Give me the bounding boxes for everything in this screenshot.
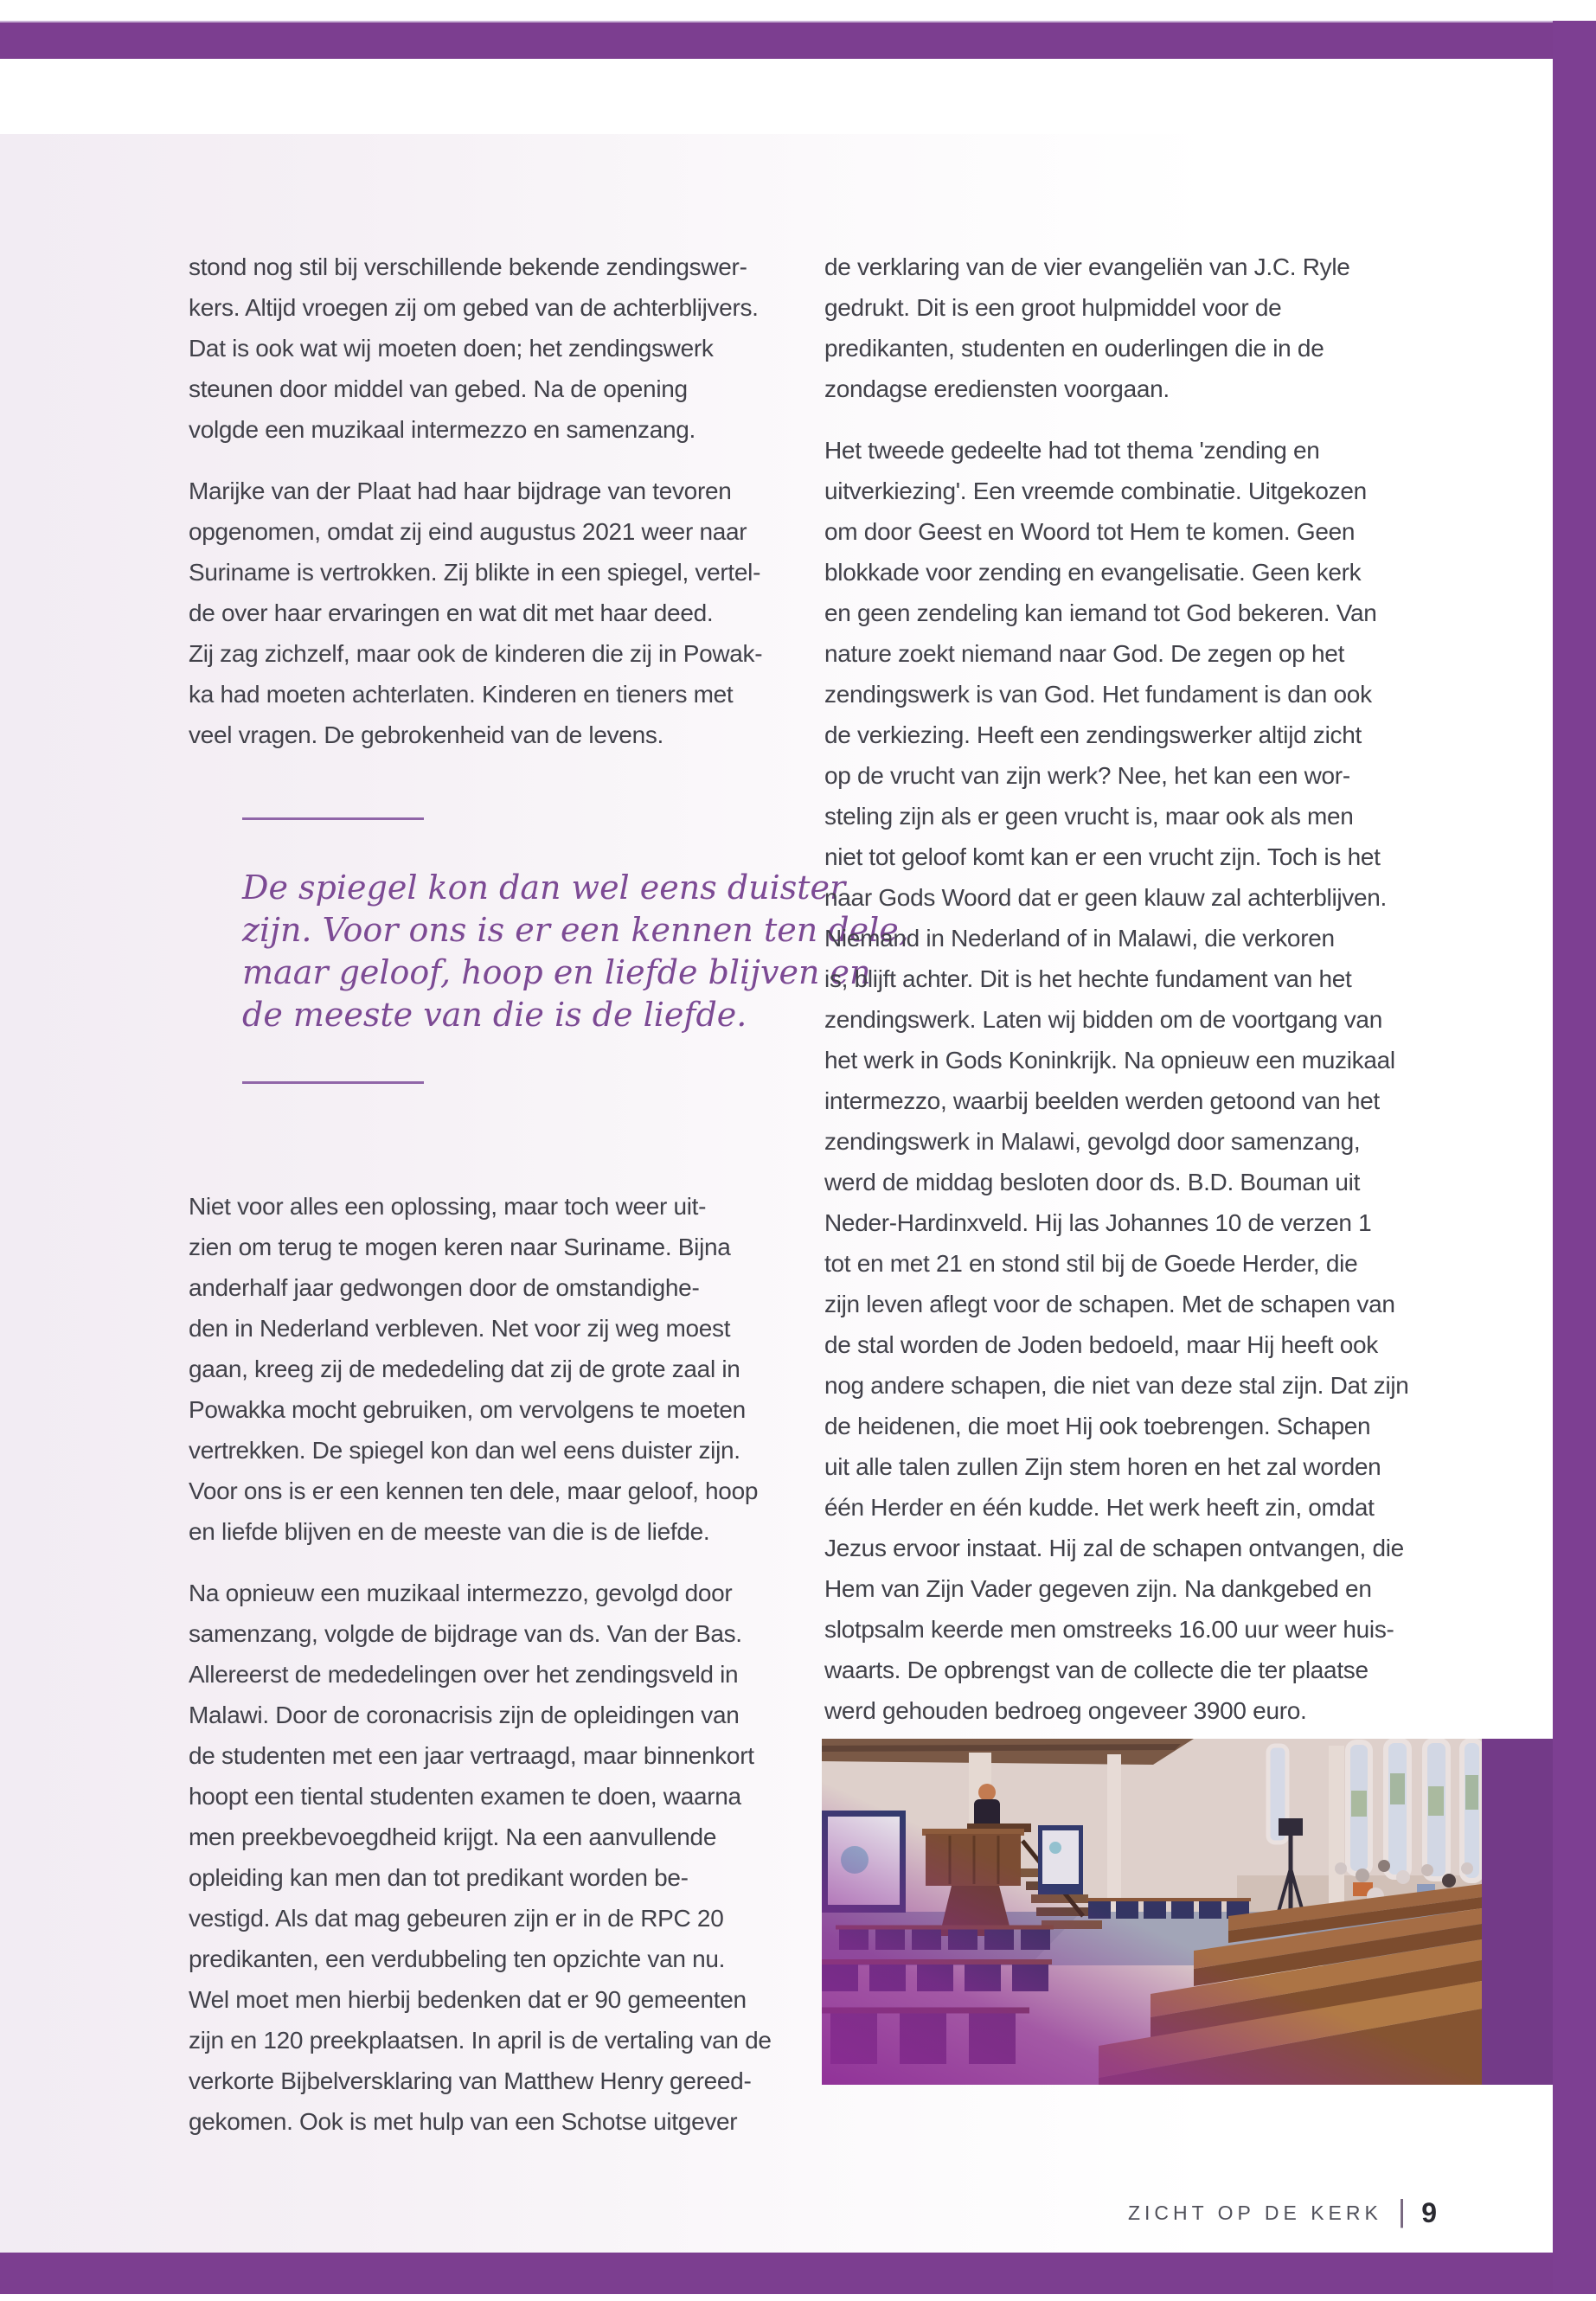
text-line: Allereerst de mededelingen over het zendingsveld in xyxy=(189,1661,739,1688)
paragraph xyxy=(189,471,785,755)
text-line: de verkiezing. Heeft een zendingswerker altijd zicht xyxy=(824,721,1362,748)
text-line: uitverkiezing'. Een vreemde combinatie. Uitgekozen xyxy=(824,478,1367,504)
text-line: de heidenen, die moet Hij ook toebrengen. Schapen xyxy=(824,1413,1371,1439)
text-line: de stal worden de Joden bedoeld, maar Hij heeft ook xyxy=(824,1331,1379,1358)
pull-quote-text xyxy=(242,867,909,1036)
text-line: op de vrucht van zijn werk? Nee, het kan een wor- xyxy=(824,762,1350,789)
text-line: Dat is ook wat wij moeten doen; het zendingswerk xyxy=(189,335,714,362)
paragraph xyxy=(824,247,1421,409)
text-line: anderhalf jaar gedwongen door de omstandighe- xyxy=(189,1274,700,1301)
text-line: de over haar ervaringen en wat dit met haar deed. xyxy=(189,599,714,626)
text-line: werd gehouden bedroeg ongeveer 3900 euro. xyxy=(824,1697,1307,1724)
text-line: men preekbevoegdheid krijgt. Na een aanvullende xyxy=(189,1823,717,1850)
church-interior-illustration xyxy=(822,1739,1482,2085)
text-line: stond nog stil bij verschillende bekende zendingswer- xyxy=(189,253,747,280)
text-line: Wel moet men hierbij bedenken dat er 90 gemeenten xyxy=(189,1986,747,2013)
text-line: zijn en 120 preekplaatsen. In april is de vertaling van de xyxy=(189,2027,772,2054)
text-line: Marijke van der Plaat had haar bijdrage van tevoren xyxy=(189,478,732,504)
quote-line: maar geloof, hoop en liefde blijven en xyxy=(242,953,871,991)
text-line: Powakka mocht gebruiken, om vervolgens te moeten xyxy=(189,1396,746,1423)
photo-side-accent-block xyxy=(1482,1739,1553,2085)
text-line: steunen door middel van gebed. Na de opening xyxy=(189,375,688,402)
text-line: predikanten, een verdubbeling ten opzichte van nu. xyxy=(189,1945,726,1972)
text-line: om door Geest en Woord tot Hem te komen. Geen xyxy=(824,518,1356,545)
text-line: Neder-Hardinxveld. Hij las Johannes 10 de verzen 1 xyxy=(824,1209,1372,1236)
text-line: niet tot geloof komt kan er een vrucht zijn. Toch is het xyxy=(824,843,1381,870)
text-line: Het tweede gedeelte had tot thema 'zending en xyxy=(824,437,1320,464)
top-accent-bar xyxy=(0,21,1596,59)
text-line: vestigd. Als dat mag gebeuren zijn er in de RPC 20 xyxy=(189,1905,724,1932)
text-line: Voor ons is er een kennen ten dele, maar geloof, hoop xyxy=(189,1477,759,1504)
text-line: zendingswerk is van God. Het fundament is dan ook xyxy=(824,681,1372,708)
quote-line: De spiegel kon dan wel eens duister xyxy=(242,868,846,907)
text-line: opgenomen, omdat zij eind augustus 2021 weer naar xyxy=(189,518,747,545)
right-accent-strip xyxy=(1553,21,1596,2294)
text-line: blokkade voor zending en evangelisatie. Geen kerk xyxy=(824,559,1362,586)
quote-rule-bottom xyxy=(242,1081,424,1084)
text-line: zendingswerk. Laten wij bidden om de voortgang van xyxy=(824,1006,1382,1033)
text-line: Niet voor alles een oplossing, maar toch weer uit- xyxy=(189,1193,707,1220)
right-text-column xyxy=(824,247,1421,1752)
text-line: volgde een muzikaal intermezzo en samenzang. xyxy=(189,416,696,443)
text-line: den in Nederland verbleven. Net voor zij weg moest xyxy=(189,1315,731,1342)
text-line: intermezzo, waarbij beelden werden getoond van het xyxy=(824,1087,1380,1114)
church-interior-photo xyxy=(822,1739,1482,2085)
bottom-accent-bar xyxy=(0,2253,1553,2294)
text-line: Na opnieuw een muzikaal intermezzo, gevolgd door xyxy=(189,1580,733,1606)
text-line: en liefde blijven en de meeste van die is de liefde. xyxy=(189,1518,710,1545)
text-line: naar Gods Woord dat er geen klauw zal achterblijven. xyxy=(824,884,1388,911)
quote-rule-top xyxy=(242,817,424,820)
text-line: Malawi. Door de coronacrisis zijn de opleidingen van xyxy=(189,1702,740,1728)
page-number: 9 xyxy=(1421,2196,1437,2228)
text-line: één Herder en één kudde. Het werk heeft zin, omdat xyxy=(824,1494,1375,1521)
left-text-column xyxy=(189,247,909,2163)
text-line: werd de middag besloten door ds. B.D. Bouman uit xyxy=(824,1169,1361,1195)
quote-line: de meeste van die is de liefde. xyxy=(242,996,747,1034)
text-line: de verklaring van de vier evangeliën van J.C. Ryle xyxy=(824,253,1350,280)
text-line: steling zijn als er geen vrucht is, maar ook als men xyxy=(824,803,1354,830)
text-line: de studenten met een jaar vertraagd, maar binnenkort xyxy=(189,1742,754,1769)
text-line: is, blijft achter. Dit is het hechte fundament van het xyxy=(824,965,1352,992)
text-line: slotpsalm keerde men omstreeks 16.00 uur weer huis- xyxy=(824,1616,1394,1643)
text-line: Suriname is vertrokken. Zij blikte in een spiegel, vertel- xyxy=(189,559,761,586)
text-line: veel vragen. De gebrokenheid van de levens. xyxy=(189,721,664,748)
text-line: tot en met 21 en stond stil bij de Goede Herder, die xyxy=(824,1250,1358,1277)
text-line: kers. Altijd vroegen zij om gebed van de achterblijvers. xyxy=(189,294,759,321)
text-line: nog andere schapen, die niet van deze stal zijn. Dat zijn xyxy=(824,1372,1409,1399)
text-line: zien om terug te mogen keren naar Suriname. Bijna xyxy=(189,1234,731,1260)
text-line: gedrukt. Dit is een groot hulpmiddel voor de xyxy=(824,294,1282,321)
text-line: het werk in Gods Koninkrijk. Na opnieuw een muzikaal xyxy=(824,1047,1395,1074)
text-line: samenzang, volgde de bijdrage van ds. Van der Bas. xyxy=(189,1620,742,1647)
text-line: waarts. De opbrengst van de collecte die ter plaatse xyxy=(824,1657,1368,1683)
text-line: Niemand in Nederland of in Malawi, die verkoren xyxy=(824,925,1335,952)
text-line: Zij zag zichzelf, maar ook de kinderen die zij in Powak- xyxy=(189,640,763,667)
text-line: hoopt een tiental studenten examen te doen, waarna xyxy=(189,1783,741,1810)
paragraph xyxy=(189,247,785,450)
text-line: vertrekken. De spiegel kon dan wel eens duister zijn. xyxy=(189,1437,740,1464)
quote-line: zijn. Voor ons is er een kennen ten dele, xyxy=(242,911,909,949)
pull-quote xyxy=(242,817,909,1084)
magazine-title: ZICHT OP DE KERK xyxy=(1127,2201,1382,2224)
paragraph xyxy=(824,430,1421,1731)
text-line: uit alle talen zullen Zijn stem horen en het zal worden xyxy=(824,1453,1381,1480)
text-line: en geen zendeling kan iemand tot God bekeren. Van xyxy=(824,599,1377,626)
text-line: nature zoekt niemand naar God. De zegen op het xyxy=(824,640,1345,667)
text-line: Jezus ervoor instaat. Hij zal de schapen ontvangen, die xyxy=(824,1535,1404,1561)
page-footer xyxy=(1128,2194,1437,2232)
text-line: zondagse erediensten voorgaan. xyxy=(824,375,1170,402)
text-line: ka had moeten achterlaten. Kinderen en tieners met xyxy=(189,681,734,708)
text-line: verkorte Bijbelversklaring van Matthew Henry gereed- xyxy=(189,2067,752,2094)
paragraph xyxy=(189,1186,785,1552)
text-line: gekomen. Ook is met hulp van een Schotse uitgever xyxy=(189,2108,738,2135)
paragraph xyxy=(189,1573,785,2142)
text-line: zijn leven aflegt voor de schapen. Met de schapen van xyxy=(824,1291,1395,1317)
text-line: gaan, kreeg zij de mededeling dat zij de grote zaal in xyxy=(189,1356,740,1382)
text-line: predikanten, studenten en ouderlingen die in de xyxy=(824,335,1324,362)
text-line: Hem van Zijn Vader gegeven zijn. Na dankgebed en xyxy=(824,1575,1372,1602)
text-line: zendingswerk in Malawi, gevolgd door samenzang, xyxy=(824,1128,1361,1155)
text-line: opleiding kan men dan tot predikant worden be- xyxy=(189,1864,689,1891)
footer-divider: | xyxy=(1397,2193,1407,2228)
